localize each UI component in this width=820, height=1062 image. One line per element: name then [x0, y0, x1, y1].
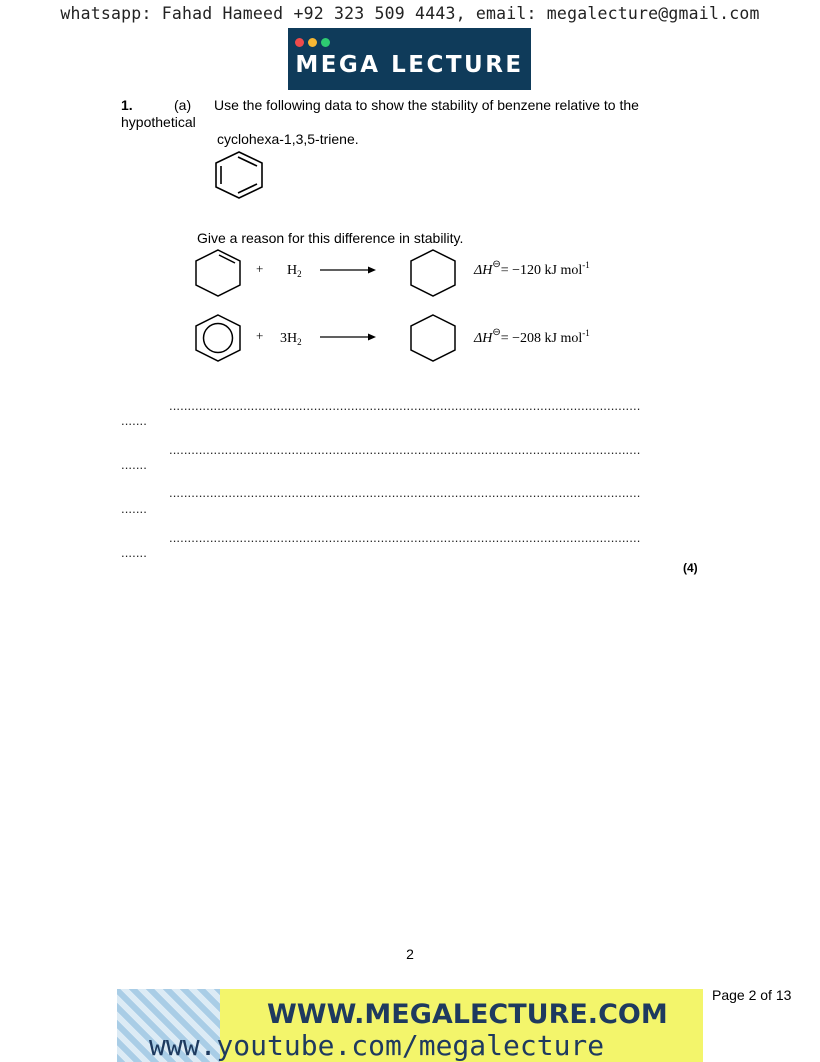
- footer-website[interactable]: WWW.MEGALECTURE.COM: [267, 999, 668, 1030]
- mega-lecture-logo: [288, 28, 531, 90]
- reason-prompt: Give a reason for this difference in stability.: [197, 230, 464, 246]
- logo-text: MEGA LECTURE: [295, 52, 524, 78]
- question-number: 1.: [121, 97, 133, 113]
- answer-line-3[interactable]: ...............................................................................................................................: [169, 485, 641, 500]
- red-dot-icon: [295, 38, 304, 47]
- enthalpy-change-2: ΔH⊖= −208 kJ mol$^{-1}$: [474, 327, 590, 346]
- green-dot-icon: [321, 38, 330, 47]
- question-line-3: cyclohexa-1,3,5-triene.: [217, 131, 359, 147]
- answer-line-4[interactable]: ...............................................................................................................................: [169, 530, 641, 545]
- reagent-3h2: $3H_2$: [280, 331, 302, 347]
- answer-line-3-continuation[interactable]: .......: [121, 501, 147, 516]
- footer-youtube-link[interactable]: www.youtube.com/megalecture: [149, 1029, 605, 1062]
- question-part: (a): [174, 97, 192, 113]
- plus-sign-1: +: [256, 261, 264, 276]
- answer-line-1-continuation[interactable]: .......: [121, 413, 147, 428]
- enthalpy-change-1: ΔH⊖= −120 kJ mol$^{-1}$: [474, 259, 590, 278]
- reaction-arrow-1: [320, 267, 376, 274]
- cyclohexene-structure: [196, 250, 240, 296]
- benzene-structure: [196, 315, 240, 361]
- reaction-arrow-2: [320, 334, 376, 341]
- footer-banner: [117, 989, 703, 1062]
- header-contact: whatsapp: Fahad Hameed +92 323 509 4443, email: megalecture@gmail.com: [60, 4, 760, 23]
- yellow-dot-icon: [308, 38, 317, 47]
- page-count: Page 2 of 13: [712, 987, 792, 1003]
- question-line-1: Use the following data to show the stability of benzene relative to the: [214, 97, 639, 113]
- reagent-h2: $H_2$: [287, 263, 302, 279]
- answer-line-2[interactable]: ...............................................................................................................................: [169, 442, 641, 457]
- plus-sign-2: +: [256, 328, 264, 343]
- answer-line-2-continuation[interactable]: .......: [121, 457, 147, 472]
- cyclohexane-structure-1: [411, 250, 455, 296]
- cyclohexane-structure-2: [411, 315, 455, 361]
- question-line-2: hypothetical: [121, 114, 196, 130]
- answer-line-4-continuation[interactable]: .......: [121, 545, 147, 560]
- marks-label: (4): [683, 561, 698, 575]
- page-number: 2: [406, 946, 414, 962]
- cyclohexatriene-structure: [216, 152, 262, 198]
- answer-line-1[interactable]: ...............................................................................................................................: [169, 398, 641, 413]
